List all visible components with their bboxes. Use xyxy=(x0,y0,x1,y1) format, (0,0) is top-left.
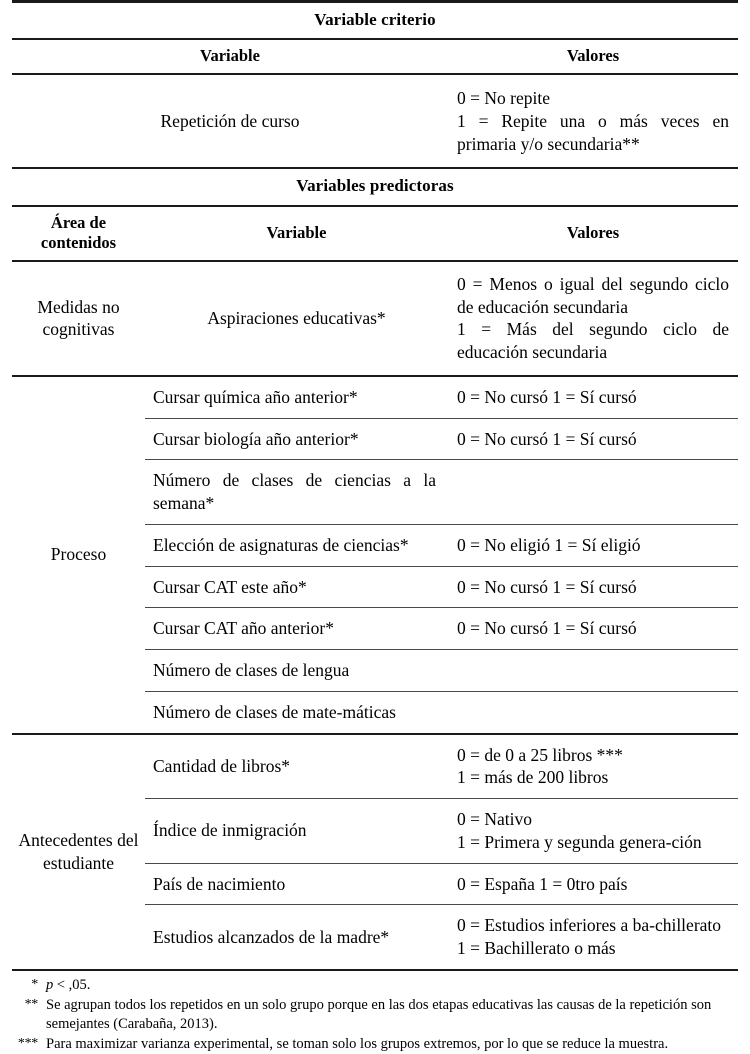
valores-line: 1 = Primera y segunda genera-ción xyxy=(457,831,702,852)
valores-line: 1 = más de 200 libros xyxy=(457,767,609,788)
footnote-text: Para maximizar varianza experimental, se toman solo los grupos extremos, por lo que se reduce la muestra. xyxy=(46,1036,669,1053)
footnotes xyxy=(12,976,738,1054)
valores-cell xyxy=(448,261,738,376)
header-variable: Variable xyxy=(12,39,448,74)
group-label-antecedentes: Antecedentes del estudiante xyxy=(12,734,145,969)
predictors-banner-row xyxy=(12,168,738,205)
valores-cell xyxy=(448,691,738,733)
variable-cell: Cursar CAT este año* xyxy=(145,566,448,608)
variable-cell: Estudios alcanzados de la madre* xyxy=(145,905,448,969)
footnote-text: Se agrupan todos los repetidos en un solo grupo porque en las dos etapas educativas las causas de la repetición son semejantes (Carabaña, 2013). xyxy=(46,996,712,1033)
footnote-item xyxy=(12,1035,738,1054)
variable-cell: Cursar CAT año anterior* xyxy=(145,608,448,650)
header-valores-predictors: Valores xyxy=(448,206,738,261)
valores-cell: 0 = No cursó 1 = Sí cursó xyxy=(448,566,738,608)
group-label-medidas: Medidas no cognitivas xyxy=(12,261,145,376)
criterion-banner-row xyxy=(12,2,738,40)
valores-line: 0 = Estudios inferiores a ba-chillerato xyxy=(457,915,722,936)
table-row xyxy=(12,74,738,168)
footnote-marker: ** xyxy=(24,996,38,1012)
table-bottom-rule xyxy=(12,969,738,971)
footnote-marker: * xyxy=(31,976,38,992)
header-variable-predictors: Variable xyxy=(145,206,448,261)
variable-cell: Número de clases de mate-máticas xyxy=(145,691,448,733)
valores-line: 0 = Nativo xyxy=(457,809,532,830)
footnote-item xyxy=(12,996,738,1034)
criterion-variable-cell: Repetición de curso xyxy=(12,74,448,168)
valores-cell xyxy=(448,460,738,525)
header-area: Área de contenidos xyxy=(12,206,145,261)
valores-cell: 0 = No eligió 1 = Sí eligió xyxy=(448,524,738,566)
footnote-item xyxy=(12,976,738,995)
variable-cell: Aspiraciones educativas* xyxy=(145,261,448,376)
valores-cell xyxy=(448,734,738,799)
variable-cell: Elección de asignaturas de ciencias* xyxy=(145,524,448,566)
criterion-header-row xyxy=(12,39,738,74)
table-row xyxy=(12,261,738,376)
valores-cell xyxy=(448,905,738,969)
predictors-banner: Variables predictoras xyxy=(12,168,738,205)
table-row xyxy=(12,734,738,799)
group-label-proceso: Proceso xyxy=(12,376,145,734)
variable-cell: Cursar química año anterior* xyxy=(145,376,448,418)
variable-cell: Cursar biología año anterior* xyxy=(145,418,448,460)
variable-cell: País de nacimiento xyxy=(145,863,448,905)
valores-line: 0 = No repite xyxy=(457,88,550,109)
valores-line: 1 = Más del segundo ciclo de educación secundaria xyxy=(457,319,729,363)
table-row xyxy=(12,376,738,418)
footnote-italic-p: p xyxy=(46,976,54,993)
valores-cell: 0 = España 1 = 0tro país xyxy=(448,863,738,905)
valores-cell xyxy=(448,650,738,692)
valores-cell: 0 = No cursó 1 = Sí cursó xyxy=(448,608,738,650)
criterion-banner: Variable criterio xyxy=(12,2,738,40)
variables-table xyxy=(12,0,738,969)
variable-cell: Número de clases de lengua xyxy=(145,650,448,692)
valores-cell xyxy=(448,799,738,864)
valores-cell: 0 = No cursó 1 = Sí cursó xyxy=(448,376,738,418)
valores-line: 0 = de 0 a 25 libros *** xyxy=(457,744,623,765)
valores-line: 1 = Bachillerato o más xyxy=(457,938,616,959)
predictors-header-row xyxy=(12,206,738,261)
footnote-marker: *** xyxy=(17,1036,38,1052)
variable-cell: Cantidad de libros* xyxy=(145,734,448,799)
header-valores: Valores xyxy=(448,39,738,74)
variable-cell: Índice de inmigración xyxy=(145,799,448,864)
variable-cell: Número de clases de ciencias a la semana* xyxy=(145,460,448,525)
criterion-valores-cell xyxy=(448,74,738,168)
footnote-rest: < ,05. xyxy=(53,976,91,993)
valores-cell: 0 = No cursó 1 = Sí cursó xyxy=(448,418,738,460)
valores-line: 0 = Menos o igual del segundo ciclo de educación secundaria xyxy=(457,273,729,317)
footnote-text xyxy=(46,976,738,995)
valores-line: 1 = Repite una o más veces en primaria y/o secundaria** xyxy=(457,110,729,154)
